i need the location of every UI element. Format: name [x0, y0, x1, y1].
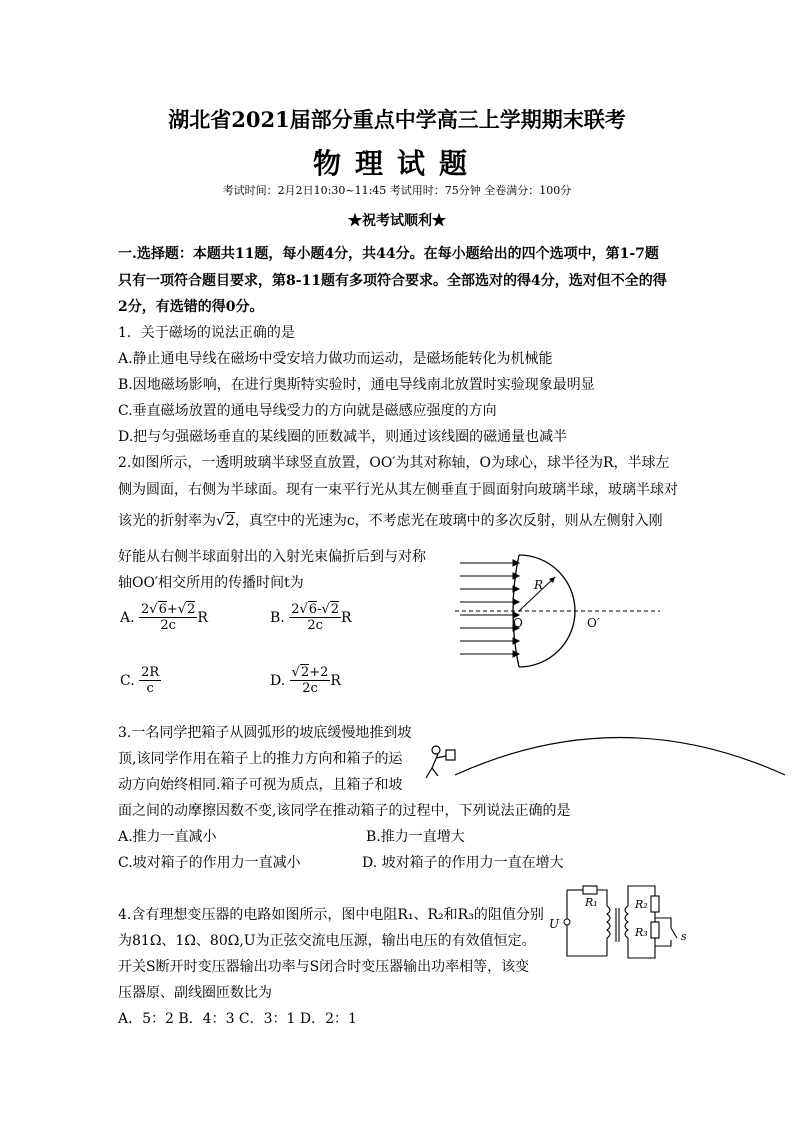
q3-line-3: 动方向始终相同.箱子可视为质点，且箱子和坡 — [118, 777, 403, 793]
person-pushing-box-icon — [426, 746, 455, 778]
q3-line-1: 3.一名同学把箱子从圆弧形的坡底缓慢地推到坡 — [118, 725, 412, 741]
q3-line-2: 顶,该同学作用在箱子上的推力方向和箱子的运 — [118, 751, 403, 767]
q2-refraction-index: 2 — [225, 513, 235, 529]
q2-option-b-frac: $\frac{2√6-√2}{2c}$ — [291, 602, 340, 633]
label-r1: R₁ — [585, 896, 598, 909]
section-intro-line-3: 2分，有选错的得0分。 — [118, 299, 264, 315]
q2-line-3b: ，真空中的光速为c，不考虑光在玻璃中的多次反射，则从左侧射入刚 — [234, 513, 663, 529]
q2-option-b: B. $\frac{2√6-√2}{2c}$ R — [270, 602, 352, 633]
parallel-light-rays — [460, 560, 519, 657]
q4-line-4: 压器原、副线圈匝数比为 — [118, 985, 272, 1001]
q2-option-a-frac: $\frac{2√6+√2}{2c}$ — [141, 602, 196, 633]
q1-stem: 1．关于磁场的说法正确的是 — [118, 325, 295, 341]
q1-option-c: C.垂直磁场放置的通电导线受力的方向就是磁感应强度的方向 — [118, 403, 497, 419]
q2-line-4: 好能从右侧半球面射出的入射光束偏折后到与对称 — [118, 549, 426, 565]
q2-line-1: 2.如图所示，一透明玻璃半球竖直放置，OO′为其对称轴，O为球心，球半径为R，半球左 — [118, 455, 670, 471]
label-r3: R₃ — [635, 926, 648, 939]
secondary-coil — [625, 906, 628, 938]
label-r2: R₂ — [635, 898, 648, 911]
q3-option-a: A.推力一直减小 — [118, 829, 217, 845]
q2-line-2: 侧为圆面，右侧为半球面。现有一束平行光从其左侧垂直于圆面射向玻璃半球，玻璃半球对 — [118, 482, 678, 498]
exam-info: 考试时间：2月2日10:30~11:45 考试用时：75分钟 全卷满分：100分 — [222, 184, 572, 197]
r3-resistor — [651, 922, 659, 938]
q4-line-2: 为81Ω、1Ω、80Ω,U为正弦交流电压源，输出电压的有效值恒定。 — [118, 933, 536, 949]
arc-slope — [455, 738, 785, 776]
q2-line-5: 轴OO′相交所用的传播时间t为 — [118, 575, 304, 591]
switch-s — [671, 928, 677, 938]
q4-options: A．5：2 B．4：3 C．3：1 D．2：1 — [118, 1011, 357, 1027]
exam-title: 湖北省2021届部分重点中学高三上学期期末联考 — [168, 107, 626, 132]
label-u: U — [549, 917, 560, 931]
q3-option-c: C.坡对箱子的作用力一直减小 — [118, 855, 301, 871]
q3-line-4: 面之间的动摩擦因数不变,该同学在推动箱子的过程中，下列说法正确的是 — [118, 803, 571, 819]
q2-option-a: A. $\frac{2√6+√2}{2c}$ R — [120, 602, 208, 633]
section-intro-line-2: 只有一项符合题目要求，第8-11题有多项符合要求。全部选对的得4分，选对但不全的得 — [118, 273, 667, 289]
q3-option-d: D. 坡对箱子的作用力一直在增大 — [362, 855, 564, 871]
slope-figure — [420, 720, 790, 800]
hemisphere-figure — [455, 545, 665, 675]
q1-option-a: A.静止通电导线在磁场中受安培力做功而运动，是磁场能转化为机械能 — [118, 351, 553, 367]
q2-option-c-frac: $\frac{2R}{c}$ — [141, 665, 160, 696]
q2-option-d: D. $\frac{√2+2}{2c}$ R — [270, 665, 341, 696]
q1-option-d: D.把与匀强磁场垂直的某线圈的匝数减半，则通过该线圈的磁通量也减半 — [118, 429, 568, 445]
transformer-circuit — [545, 878, 705, 968]
r1-resistor — [583, 886, 597, 894]
r2-resistor — [651, 896, 659, 912]
q1-option-b: B.因地磁场影响，在进行奥斯特实验时，通电导线南北放置时实验现象最明显 — [118, 377, 595, 393]
q4-line-1: 4.含有理想变压器的电路如图所示，图中电阻R₁、R₂和R₃的阻值分别 — [118, 907, 544, 923]
q4-line-3: 开关S断开时变压器输出功率与S闭合时变压器输出功率相等，该变 — [118, 959, 530, 975]
label-r: R — [534, 578, 544, 592]
primary-coil — [607, 906, 610, 938]
section-intro-line-1: 一.选择题：本题共11题，每小题4分，共44分。在每小题给出的四个选项中，第1-7题 — [118, 246, 659, 262]
label-s: s — [681, 930, 687, 943]
label-o: O — [513, 616, 523, 630]
q3-option-b: B.推力一直增大 — [366, 829, 465, 845]
q2-option-c: C. $\frac{2R}{c}$ — [120, 665, 160, 696]
q2-line-3 — [118, 510, 663, 530]
sqrt-symbol: √ — [216, 513, 225, 529]
q2-line-3a: 该光的折射率为 — [118, 513, 216, 529]
label-o-prime: O′ — [587, 616, 600, 630]
wish-text: ★祝考试顺利★ — [348, 213, 446, 229]
exam-subtitle: 物理试题 — [312, 147, 481, 180]
q2-option-d-frac: $\frac{√2+2}{2c}$ — [291, 665, 329, 696]
